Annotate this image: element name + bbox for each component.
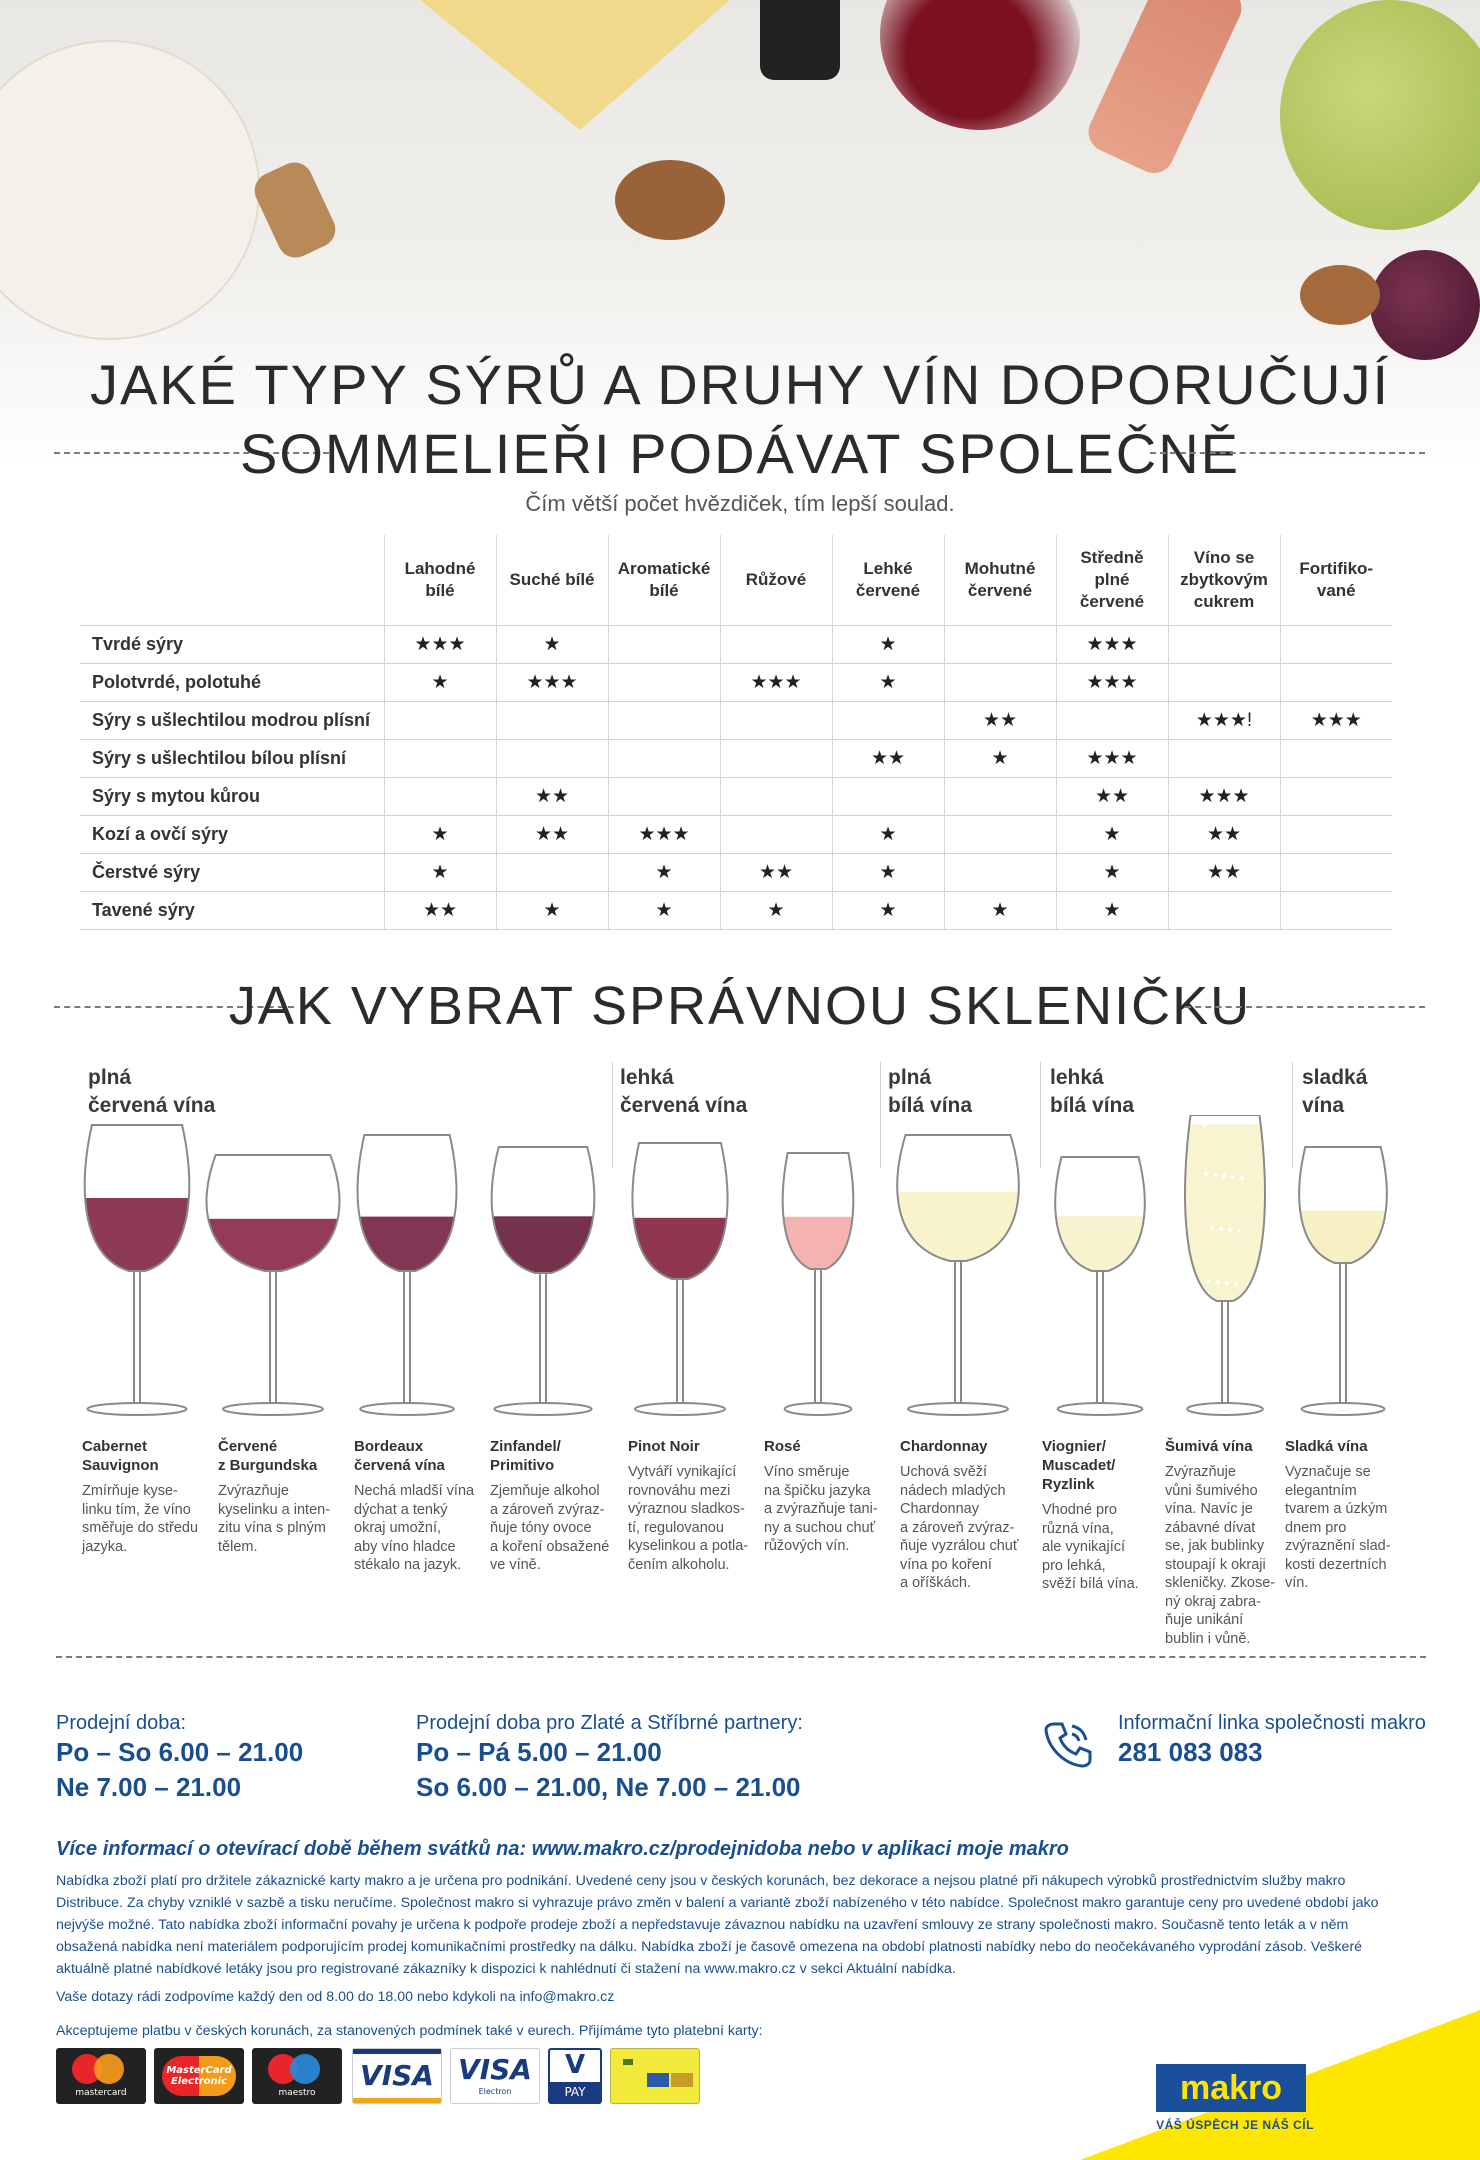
hours-sunday: Ne 7.00 – 21.00 <box>56 1772 242 1803</box>
wine-glass-icon <box>738 1115 898 1423</box>
glass-name: Chardonnay <box>900 1438 988 1455</box>
glass-base <box>1187 1403 1263 1415</box>
rating-cell: ★ <box>944 739 1056 777</box>
rating-cell: ★★★ <box>608 815 720 853</box>
rating-cell: ★★★ <box>1056 663 1168 701</box>
rating-cell: ★★★ <box>384 625 496 663</box>
glass-description: Vyznačuje se elegantním tvarem a úzkým dnem pro zvýraznění slad- kosti dezertních vín. <box>1285 1464 1391 1592</box>
glass-group-line1: plná <box>888 1066 932 1089</box>
cheese-type-label: Polotvrdé, polotuhé <box>80 663 384 701</box>
vpay-pay: PAY <box>550 2082 600 2102</box>
walnut <box>615 160 725 240</box>
cheese-title-line2: SOMMELIEŘI PODÁVAT SPOLEČNĚ <box>239 422 1240 485</box>
glass-bowl <box>1299 1147 1387 1263</box>
glass-base <box>785 1403 852 1415</box>
meal-card-logo <box>610 2048 700 2104</box>
glass-description: Vytváří vynikající rovnováhu mezi výraznou sladkos- tí, regulovanou kyselinkou a potla- čením alkoholu. <box>628 1464 749 1573</box>
partner-hours-weekday: Po – Pá 5.00 – 21.00 <box>416 1737 662 1767</box>
pairing-header-row <box>80 535 1392 625</box>
glass-base <box>635 1403 725 1415</box>
glass-base <box>494 1403 591 1415</box>
glass-base <box>908 1403 1008 1415</box>
pairing-col-4: Lehké červené <box>832 535 944 625</box>
vpay-logo <box>548 2048 602 2104</box>
rating-cell <box>384 739 496 777</box>
rating-cell: ★★ <box>1168 815 1280 853</box>
glass-base <box>360 1403 454 1415</box>
rating-cell <box>720 777 832 815</box>
glass-base <box>88 1403 187 1415</box>
glass-name: Cabernet Sauvignon <box>82 1438 159 1474</box>
pairing-col-0: Lahodné bílé <box>384 535 496 625</box>
cheese-type-label: Sýry s ušlechtilou bílou plísní <box>80 739 384 777</box>
glass-name: Sladká vína <box>1285 1438 1368 1455</box>
pairing-col-2: Aromatické bílé <box>608 535 720 625</box>
rating-cell: ★ <box>1056 891 1168 929</box>
bottle-neck <box>760 0 840 80</box>
glass-base <box>1302 1403 1385 1415</box>
cork <box>249 157 341 264</box>
rating-cell <box>1280 853 1392 891</box>
glass-description: Zjemňuje alkohol a zároveň zvýraz- ňuje tóny ovoce a koření obsažené ve víně. <box>490 1483 610 1574</box>
pairing-row <box>80 739 1392 777</box>
cheese-type-label: Kozí a ovčí sýry <box>80 815 384 853</box>
divider-bottom <box>56 1656 1426 1658</box>
rating-cell: ★ <box>608 891 720 929</box>
glass-group-label <box>620 1064 747 1121</box>
grapes <box>1280 0 1480 230</box>
rating-cell <box>1280 777 1392 815</box>
maestro-logo <box>252 2048 342 2104</box>
glass-group-line1: lehká <box>620 1066 674 1089</box>
hotline-block <box>1118 1712 1426 1770</box>
pairing-col-1: Suché bílé <box>496 535 608 625</box>
glass-bowl <box>207 1155 340 1271</box>
rating-cell: ★ <box>832 625 944 663</box>
rating-cell: ★★ <box>496 815 608 853</box>
glass-stem <box>1222 1301 1228 1405</box>
rating-cell: ★★★ <box>496 663 608 701</box>
pairing-row <box>80 815 1392 853</box>
rating-cell: ★ <box>1056 815 1168 853</box>
rating-cell <box>1056 701 1168 739</box>
cheese-type-label: Sýry s ušlechtilou modrou plísní <box>80 701 384 739</box>
rating-cell <box>496 853 608 891</box>
rating-cell: ★★★ <box>1168 777 1280 815</box>
glass-bowl <box>1185 1115 1265 1301</box>
rating-cell: ★ <box>384 853 496 891</box>
rating-cell <box>944 663 1056 701</box>
glass-description: Nechá mladší vína dýchat a tenký okraj umožní, aby víno hladce stékalo na jazyk. <box>354 1483 475 1574</box>
glass-stem <box>955 1261 961 1405</box>
dash-right-1 <box>1150 452 1425 454</box>
contact-text: Vaše dotazy rádi zodpovíme každý den od 8.00 do 18.00 nebo kdykoli na info@makro.cz <box>56 1989 615 2005</box>
rating-cell <box>384 701 496 739</box>
pairing-row <box>80 701 1392 739</box>
rating-cell: ★★ <box>720 853 832 891</box>
glass-group-line2: bílá vína <box>888 1094 973 1118</box>
rating-cell: ★ <box>384 815 496 853</box>
rating-cell <box>720 701 832 739</box>
glass-group-label <box>88 1064 215 1121</box>
pairing-row <box>80 777 1392 815</box>
rating-cell <box>944 853 1056 891</box>
rating-cell: ★★★! <box>1168 701 1280 739</box>
rating-cell: ★ <box>720 891 832 929</box>
rating-cell: ★★★ <box>720 663 832 701</box>
rating-cell <box>1280 625 1392 663</box>
mc-electronic-text: MasterCard Electronic <box>166 2065 232 2087</box>
visa-text: VISA <box>360 2059 434 2092</box>
dash-right-2 <box>1185 1006 1425 1008</box>
glass-group-label <box>1050 1064 1134 1121</box>
glass-bowl <box>783 1153 854 1269</box>
wine-glass-icon <box>878 1115 1038 1423</box>
rating-cell <box>608 739 720 777</box>
pairing-col-8: Fortifiko- vané <box>1280 535 1392 625</box>
glass-bowl <box>632 1143 727 1279</box>
maestro-text: maestro <box>278 2088 316 2098</box>
glass-group-line2: vína <box>1302 1094 1345 1118</box>
glass-stem <box>815 1269 821 1405</box>
makro-logo-text: makro <box>1179 2069 1283 2107</box>
rating-cell <box>496 701 608 739</box>
rating-cell: ★ <box>832 891 944 929</box>
rating-cell: ★★★ <box>1056 739 1168 777</box>
pairing-subtitle: Čím větší počet hvězdiček, tím lepší soulad. <box>525 491 955 516</box>
mastercard-logo <box>56 2048 146 2104</box>
glass-bowl <box>358 1135 457 1271</box>
glass-stem <box>134 1271 140 1405</box>
cheese-wheel <box>0 40 260 340</box>
glass-name: Rosé <box>764 1438 801 1455</box>
cheese-type-label: Sýry s mytou kůrou <box>80 777 384 815</box>
glass-stem <box>270 1271 276 1405</box>
rating-cell: ★★ <box>1168 853 1280 891</box>
rating-cell <box>496 739 608 777</box>
rating-cell: ★★ <box>832 739 944 777</box>
rating-cell <box>608 701 720 739</box>
walnut-2 <box>1300 265 1380 325</box>
electron-text: Electron <box>478 2087 512 2096</box>
pairing-col-5: Mohutné červené <box>944 535 1056 625</box>
red-grapes <box>1370 250 1480 360</box>
rating-cell: ★ <box>832 663 944 701</box>
glass-stem <box>540 1273 546 1405</box>
rating-cell <box>1168 663 1280 701</box>
rating-cell: ★★ <box>944 701 1056 739</box>
vpay-v: V <box>564 2050 586 2080</box>
cheese-wedge <box>420 0 730 130</box>
rating-cell: ★ <box>944 891 1056 929</box>
pairing-table <box>80 535 1392 930</box>
glass-description: Vhodné pro různá vína, ale vynikající pro lehká, svěží bílá vína. <box>1042 1502 1139 1593</box>
glass-name: Pinot Noir <box>628 1438 700 1455</box>
legal-text: Nabídka zboží platí pro držitele zákaznické karty makro a je určena pro podnikání. Uvedené ceny jsou v českých korunách, bez dekorace a nejsou platné při nákupech výrobků prostřednictvím služby makro Distribuce. Za chyby vzniklé v sazbě a tisku neručíme. Společnost makro si vyhrazuje právo změn v balení a variantě zboží nabízeného v této nabídce. Společnost makro garantuje ceny pro uvedené období jako nejvýše možné. Tato nabídka zboží informační povahy je určena k podpoře prodeje zboží a nepředstavuje závaznou nabídku na uzavření smlouvy ze strany společnosti makro. Současně tento leták a v něm obsažená nabídka není materiálem podporujícím prodej komunikačními prostředky na dálku. Nabídka zboží je časově omezena na období platnosti nabídky nebo do neočekávaného vyprodání zásob. Veškeré aktuálně platné nabídkové letáky jsou pro registrované zákazníky k dispozici k nahlédnutí či stažení na www.makro.cz v sekci Aktuální nabídka. <box>56 1873 1379 1977</box>
rating-cell <box>1168 625 1280 663</box>
wine-glass-icon <box>600 1115 760 1423</box>
rating-cell: ★★★ <box>1056 625 1168 663</box>
wine-glass-icon <box>1263 1115 1423 1423</box>
rating-cell <box>944 625 1056 663</box>
rating-cell <box>944 815 1056 853</box>
corner-cell <box>80 535 384 625</box>
phone-icon <box>1040 1716 1096 1776</box>
rating-cell: ★ <box>832 815 944 853</box>
hours-label: Prodejní doba: <box>56 1712 187 1734</box>
hours-block-2 <box>416 1712 803 1805</box>
rating-cell: ★ <box>1056 853 1168 891</box>
glass-name: Červené z Burgundska <box>218 1438 318 1474</box>
visa-electron-logo <box>450 2048 540 2104</box>
glass-title: JAK VYBRAT SPRÁVNOU SKLENIČKU <box>228 976 1252 1036</box>
rating-cell <box>1168 891 1280 929</box>
glass-description: Uchová svěží nádech mladých Chardonnay a zároveň zvýraz- ňuje vyzrálou chuť vína po koření a oříškách. <box>900 1464 1019 1592</box>
glass-name: Šumivá vína <box>1165 1438 1253 1455</box>
mc-electronic-logo <box>154 2048 244 2104</box>
glass-description: Zvýrazňuje vůni šumivého vína. Navíc je zábavné dívat se, jak bublinky stoupají k okraji skleničky. Zkose- ný okraj zabra- ňuje unikání bublin i vůně. <box>1165 1464 1276 1647</box>
glass-name: Viognier/ Muscadet/ Ryzlink <box>1042 1438 1116 1493</box>
makro-logo <box>1156 2064 1306 2112</box>
rating-cell: ★ <box>608 853 720 891</box>
cheese-type-label: Tvrdé sýry <box>80 625 384 663</box>
rating-cell <box>1280 739 1392 777</box>
glass-group-line2: červená vína <box>88 1094 216 1118</box>
partner-hours-weekend: So 6.00 – 21.00, Ne 7.00 – 21.00 <box>416 1772 801 1803</box>
glass-stem <box>404 1271 410 1405</box>
rating-cell <box>384 777 496 815</box>
rose-bottle <box>1082 0 1248 180</box>
wine-glass-photo <box>880 0 1080 130</box>
glass-bowl <box>897 1135 1019 1261</box>
rating-cell: ★ <box>496 891 608 929</box>
hotline-number[interactable]: 281 083 083 <box>1118 1737 1263 1767</box>
glass-group-line2: červená vína <box>620 1094 748 1118</box>
makro-slogan: VÁŠ ÚSPĚCH JE NÁŠ CÍL <box>1156 2118 1314 2132</box>
glass-stem <box>1097 1271 1103 1405</box>
rating-cell <box>944 777 1056 815</box>
rating-cell <box>608 625 720 663</box>
visa-electron-text: VISA <box>458 2053 532 2086</box>
rating-cell <box>832 701 944 739</box>
glass-stem <box>677 1279 683 1405</box>
hours-block-1 <box>56 1712 303 1805</box>
cheese-title-line1: JAKÉ TYPY SÝRŮ A DRUHY VÍN DOPORUČUJÍ <box>89 353 1391 416</box>
glass-group-line2: bílá vína <box>1050 1094 1135 1118</box>
glass-name: Zinfandel/ Primitivo <box>490 1438 561 1474</box>
glass-group-line1: sladká <box>1302 1066 1368 1089</box>
pairing-body <box>80 625 1392 929</box>
pairing-row <box>80 625 1392 663</box>
rating-cell <box>1168 739 1280 777</box>
rating-cell <box>1280 891 1392 929</box>
glass-bowl <box>1055 1157 1144 1271</box>
glass-base <box>223 1403 323 1415</box>
glass-group-label <box>888 1064 972 1121</box>
hours-weekday: Po – So 6.00 – 21.00 <box>56 1737 304 1767</box>
rating-cell <box>1280 663 1392 701</box>
rating-cell: ★★ <box>1056 777 1168 815</box>
cheese-type-label: Tavené sýry <box>80 891 384 929</box>
wine-glass-icon <box>463 1115 623 1423</box>
rating-cell: ★ <box>832 853 944 891</box>
pairing-col-6: Středně plné červené <box>1056 535 1168 625</box>
rating-cell <box>720 815 832 853</box>
pairing-col-7: Víno se zbytkovým cukrem <box>1168 535 1280 625</box>
glass-stem <box>1340 1263 1346 1405</box>
rating-cell <box>720 739 832 777</box>
visa-logo <box>352 2048 442 2104</box>
glass-description: Zmírňuje kyse- linku tím, že víno směřuje do středu jazyka. <box>82 1483 199 1555</box>
glass-description: Víno směruje na špičku jazyka a zvýrazňuje tani- ny a suchou chuť růžových vín. <box>764 1464 878 1555</box>
rating-cell <box>832 777 944 815</box>
glass-group-line1: plná <box>88 1066 132 1089</box>
pairing-row <box>80 663 1392 701</box>
payment-text: Akceptujeme platbu v českých korunách, za stanovených podmínek také v eurech. Přijímáme tyto platební karty: <box>56 2023 763 2039</box>
rating-cell <box>608 777 720 815</box>
rating-cell <box>608 663 720 701</box>
glass-description: Zvýrazňuje kyselinku a inten- zitu vína s plným tělem. <box>218 1483 331 1555</box>
cheese-type-label: Čerstvé sýry <box>80 853 384 891</box>
pairing-row <box>80 891 1392 929</box>
rating-cell: ★ <box>384 663 496 701</box>
pairing-col-3: Růžové <box>720 535 832 625</box>
rating-cell <box>1280 815 1392 853</box>
glass-group-label <box>1302 1064 1367 1121</box>
holiday-info: Více informací o otevírací době během svátků na: www.makro.cz/prodejnidoba nebo v aplikaci moje makro <box>56 1838 1069 1860</box>
rating-cell: ★ <box>496 625 608 663</box>
partner-hours-label: Prodejní doba pro Zlaté a Stříbrné partnery: <box>416 1712 803 1734</box>
glass-bowl <box>492 1147 595 1273</box>
rating-cell <box>720 625 832 663</box>
glass-base <box>1058 1403 1143 1415</box>
rating-cell: ★★ <box>384 891 496 929</box>
glass-bowl <box>85 1125 190 1271</box>
glass-group-line1: lehká <box>1050 1066 1104 1089</box>
hotline-label: Informační linka společnosti makro <box>1118 1712 1426 1734</box>
rating-cell: ★★ <box>496 777 608 815</box>
glass-name: Bordeaux červená vína <box>354 1438 445 1474</box>
mastercard-text: mastercard <box>75 2088 127 2098</box>
rating-cell: ★★★ <box>1280 701 1392 739</box>
pairing-row <box>80 853 1392 891</box>
